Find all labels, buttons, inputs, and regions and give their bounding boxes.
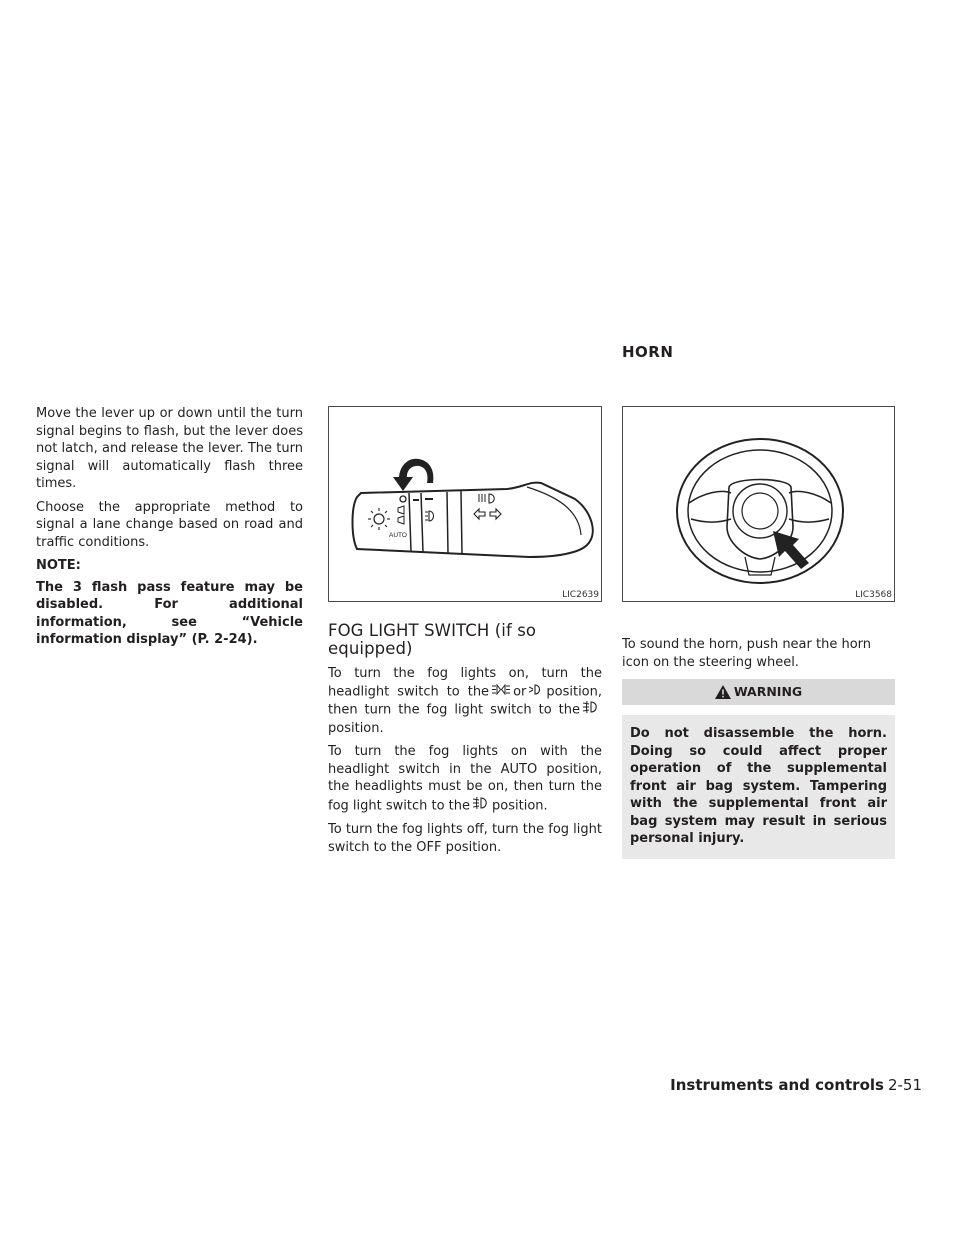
- rotate-arrow-icon: [393, 459, 433, 491]
- column-middle: [328, 622, 602, 862]
- headlight-icon: [492, 683, 510, 701]
- parking-light-icon: [529, 683, 543, 701]
- warning-header: [622, 679, 895, 705]
- horn-paragraph: To sound the horn, push near the horn icon on the steering wheel.: [622, 637, 872, 670]
- fog-light-icon: [473, 796, 489, 816]
- fog-paragraph-3: To turn the fog lights off, turn the fog light switch to the OFF position.: [328, 822, 602, 855]
- fog-light-icon: [583, 700, 599, 720]
- note-text: The 3 flash pass feature may be disabled. For additional information, see “Vehicle information display” (P. 2-24).: [36, 579, 303, 647]
- auto-position-label: AUTO: [389, 532, 407, 539]
- figure-code: LIC3568: [855, 590, 892, 600]
- steering-wheel-figure: [622, 406, 895, 602]
- fog-paragraph-1: To turn the fog lights on, turn the headlight switch to the or position, then turn the fog light switch to theposition.: [328, 666, 602, 736]
- page-number: 2-51: [887, 1076, 922, 1094]
- push-arrow-icon: [773, 531, 809, 569]
- fog-light-section-title: FOG LIGHT SWITCH (if so equipped): [328, 621, 537, 658]
- column-right: [622, 636, 895, 859]
- turn-signal-paragraph: Move the lever up or down until the turn signal begins to flash, but the lever does not latch, and release the lever. The turn signal will automatically flash three times.: [36, 406, 303, 491]
- page-footer: [670, 1076, 922, 1094]
- fog-light-lever-illustration: [329, 407, 603, 603]
- note-heading: NOTE:: [36, 558, 81, 573]
- steering-wheel-illustration: [623, 407, 896, 603]
- footer-section-title: Instruments and controls: [670, 1076, 884, 1094]
- warning-triangle-icon: [715, 685, 731, 699]
- lane-change-paragraph: Choose the appropriate method to signal a lane change based on road and traffic conditions.: [36, 499, 303, 550]
- figure-code: LIC2639: [562, 590, 599, 600]
- warning-text: Do not disassemble the horn. Doing so could affect proper operation of the supplemental front air bag system. Tampering with the supplemental front air bag system may result in serious personal injury.: [622, 715, 895, 859]
- fog-light-switch-figure: [328, 406, 602, 602]
- column-left: [36, 405, 303, 655]
- warning-label: WARNING: [733, 684, 803, 700]
- horn-section-title: HORN: [622, 343, 674, 361]
- fog-paragraph-2: To turn the fog lights on with the headlight switch in the AUTO position, the headlights must be on, then turn the fog light switch to the position.: [328, 743, 602, 815]
